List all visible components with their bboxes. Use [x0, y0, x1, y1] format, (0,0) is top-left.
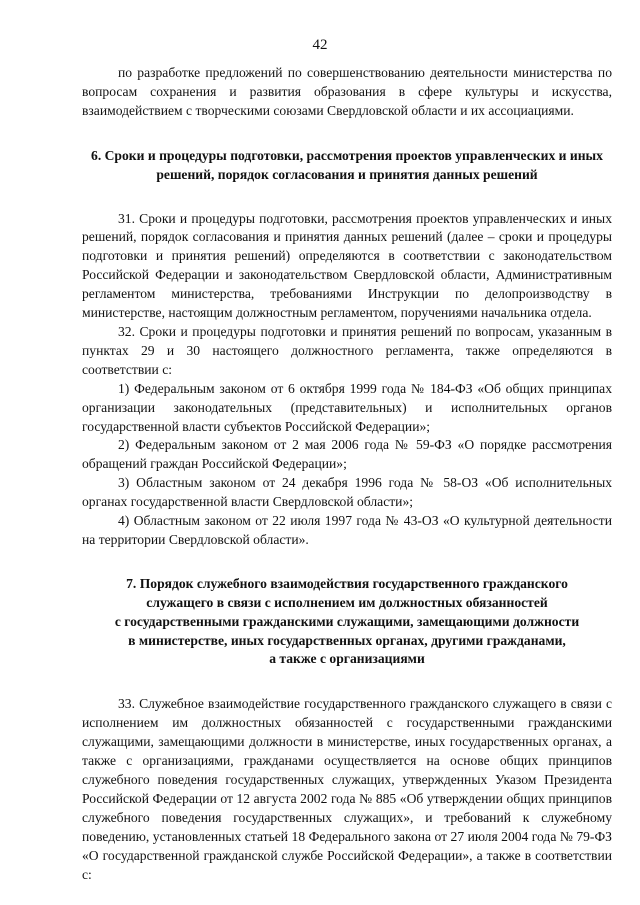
section-7-heading-line: 7. Порядок служебного взаимодействия государственного гражданского — [126, 575, 568, 591]
section-7-heading — [82, 575, 612, 670]
page-number: 42 — [312, 37, 328, 53]
list-item-1: 1) Федеральным законом от 6 октября 1999 года № 184-ФЗ «Об общих принципах организации законодательных (представительных) и исполнительных органов государственной власти субъектов Российской Федерации»; — [82, 380, 612, 434]
section-6-heading: 6. Сроки и процедуры подготовки, рассмотрения проектов управленческих и иных решений, порядок согласования и принятия данных решений — [91, 147, 603, 182]
paragraph-continuation: по разработке предложений по совершенствованию деятельности министерства по вопросам сохранения и развития образования в сфере культуры и искусства, взаимодействием с творческими союзами Свердловской области и их ассоциациями. — [82, 65, 612, 118]
list-item-2: 2) Федеральным законом от 2 мая 2006 года № 59-ФЗ «О порядке рассмотрения обращений граждан Российской Федерации»; — [82, 437, 612, 472]
list-item-4: 4) Областным законом от 22 июля 1997 года № 43-ОЗ «О культурной деятельности на территории Свердловской области». — [82, 513, 612, 547]
paragraph-33: 33. Служебное взаимодействие государственного гражданского служащего в связи с исполнением им должностных обязанностей с государственными гражданскими служащими, замещающими должности в министерстве, иных государственных органах, а также с организациями, гражданами осуществляется на основе общих принципов служебного поведения государственных служащих, утвержденных Указом Президента Российской Федерации от 12 августа 2002 года № 885 «Об утверждении общих принципов служебного поведения государственных служащих», и требований к служебному поведению, установленных статьей 18 Федерального закона от 27 июля 2004 года № 79-ФЗ «О государственной гражданской службе Российской Федерации», а также в соответствии с: — [82, 696, 612, 882]
section-7-heading-line: в министерстве, иных государственных органах, другими гражданами, — [128, 632, 566, 648]
section-7-heading-line: с государственными гражданскими служащими, замещающими должности — [114, 613, 580, 629]
paragraph-31: 31. Сроки и процедуры подготовки, рассмотрения проектов управленческих и иных решений, порядок согласования и принятия данных решений (далее – сроки и процедуры подготовки и принятия решений) определяются в соответствии с законодательством Российской Федерации и законодательством Свердловской области, Административным регламентом министерства, требованиями Инструкции по делопроизводству в министерстве, настоящим должностным регламентом, поручениями начальника отдела. — [82, 210, 612, 321]
document-body — [82, 64, 612, 884]
paragraph-32: 32. Сроки и процедуры подготовки и принятия решений по вопросам, указанным в пунктах 29 и 30 настоящего должностного регламента, также определяются в соответствии с: — [82, 323, 612, 377]
list-item-3: 3) Областным законом от 24 декабря 1996 года № 58-ОЗ «Об исполнительных органах государственной власти Свердловской области»; — [82, 475, 612, 510]
section-7-heading-line: служащего в связи с исполнением им должностных обязанностей — [146, 594, 548, 610]
section-7-heading-line: а также с организациями — [269, 651, 425, 667]
